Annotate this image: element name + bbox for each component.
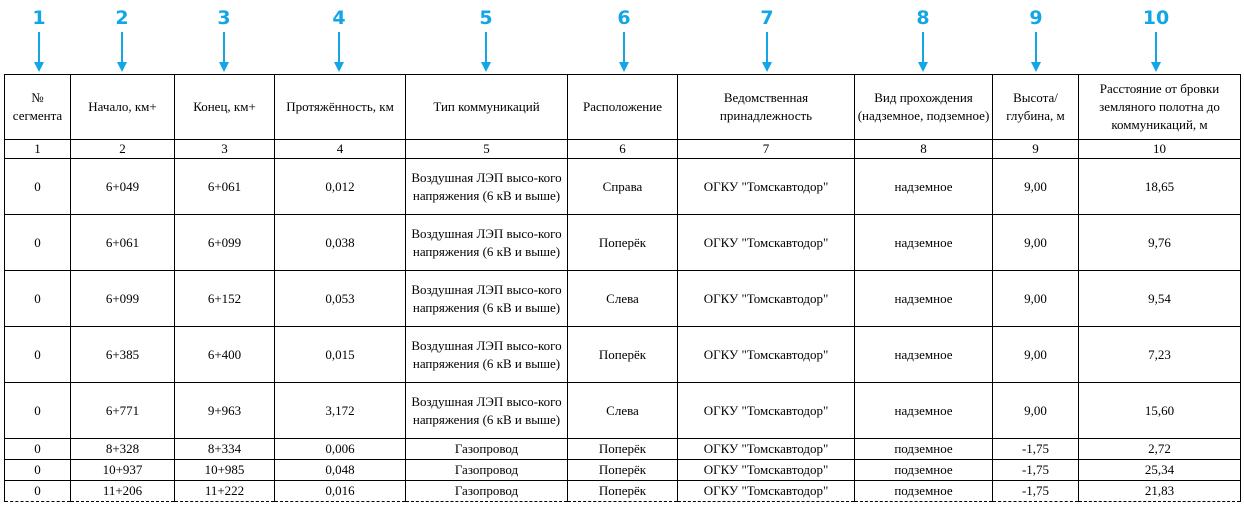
table-row: [5, 271, 1241, 327]
table-cell: 9,00: [993, 271, 1079, 327]
column-marker-number: 8: [916, 7, 930, 29]
table-cell: 6+061: [175, 159, 275, 215]
table-cell: Воздушная ЛЭП высо-кого напряжения (6 кВ и выше): [406, 215, 568, 271]
table-cell: 2,72: [1079, 439, 1241, 460]
table-row: [5, 383, 1241, 439]
table-cell: 21,83: [1079, 481, 1241, 502]
table-cell: 9,00: [993, 383, 1079, 439]
table-cell: 15,60: [1079, 383, 1241, 439]
table-cell: Поперёк: [568, 327, 678, 383]
column-number-cell: 10: [1079, 140, 1241, 159]
table-cell: Поперёк: [568, 481, 678, 502]
column-marker-number: 5: [479, 7, 493, 29]
table-cell: 9,00: [993, 159, 1079, 215]
column-marker-number: 4: [332, 7, 346, 29]
table-cell: подземное: [855, 481, 993, 502]
table-cell: Воздушная ЛЭП высо-кого напряжения (6 кВ и выше): [406, 383, 568, 439]
table-cell: 9,00: [993, 327, 1079, 383]
table-cell: ОГКУ "Томскавтодор": [678, 383, 855, 439]
table-cell: 11+222: [175, 481, 275, 502]
table-cell: Поперёк: [568, 439, 678, 460]
header-cell: Расстояние от бровки земляного полотна до коммуникаций, м: [1079, 75, 1241, 140]
table-cell: 0: [5, 439, 71, 460]
arrow-down-icon: [34, 32, 44, 72]
table-cell: Поперёк: [568, 460, 678, 481]
table-cell: 0: [5, 327, 71, 383]
table-cell: надземное: [855, 215, 993, 271]
header-cell: Протяжённость, км: [275, 75, 406, 140]
column-marker: [194, 6, 254, 72]
table-cell: 0,038: [275, 215, 406, 271]
arrow-down-icon: [117, 32, 127, 72]
table-cell: ОГКУ "Томскавтодор": [678, 327, 855, 383]
column-marker-number: 6: [617, 7, 631, 29]
table-row: [5, 327, 1241, 383]
column-marker: [309, 6, 369, 72]
table-cell: надземное: [855, 159, 993, 215]
header-row: [5, 75, 1241, 140]
table-cell: Газопровод: [406, 439, 568, 460]
table-cell: -1,75: [993, 460, 1079, 481]
column-number-cell: 4: [275, 140, 406, 159]
column-marker: [737, 6, 797, 72]
column-number-cell: 1: [5, 140, 71, 159]
column-number-cell: 5: [406, 140, 568, 159]
table-cell: надземное: [855, 327, 993, 383]
arrow-down-icon: [619, 32, 629, 72]
table-cell: 9+963: [175, 383, 275, 439]
table-cell: 0: [5, 215, 71, 271]
table-cell: Воздушная ЛЭП высо-кого напряжения (6 кВ и выше): [406, 327, 568, 383]
table-cell: Слева: [568, 271, 678, 327]
table-cell: 8+328: [71, 439, 175, 460]
table-cell: Воздушная ЛЭП высо-кого напряжения (6 кВ и выше): [406, 271, 568, 327]
table-cell: ОГКУ "Томскавтодор": [678, 481, 855, 502]
table-cell: подземное: [855, 439, 993, 460]
column-marker-number: 7: [760, 7, 774, 29]
header-cell: Ведомственная принадлежность: [678, 75, 855, 140]
table-cell: 0: [5, 383, 71, 439]
table-cell: 0: [5, 271, 71, 327]
table-cell: 0,048: [275, 460, 406, 481]
table-cell: подземное: [855, 460, 993, 481]
table-cell: 9,54: [1079, 271, 1241, 327]
header-cell: Тип коммуникаций: [406, 75, 568, 140]
arrow-down-icon: [481, 32, 491, 72]
table-cell: 10+937: [71, 460, 175, 481]
table-cell: 6+385: [71, 327, 175, 383]
column-marker: [1006, 6, 1066, 72]
column-number-cell: 8: [855, 140, 993, 159]
column-marker-number: 10: [1142, 7, 1170, 29]
table-cell: 0: [5, 481, 71, 502]
header-cell: Вид прохождения (надземное, подземное): [855, 75, 993, 140]
column-number-cell: 3: [175, 140, 275, 159]
table-cell: 18,65: [1079, 159, 1241, 215]
table-row: [5, 460, 1241, 481]
table-cell: Газопровод: [406, 460, 568, 481]
table-cell: ОГКУ "Томскавтодор": [678, 159, 855, 215]
table-cell: -1,75: [993, 481, 1079, 502]
table-cell: 10+985: [175, 460, 275, 481]
column-number-cell: 6: [568, 140, 678, 159]
table-cell: 6+099: [175, 215, 275, 271]
table-cell: ОГКУ "Томскавтодор": [678, 460, 855, 481]
communications-table: [4, 74, 1241, 502]
table-cell: -1,75: [993, 439, 1079, 460]
arrow-down-icon: [918, 32, 928, 72]
table-cell: 6+400: [175, 327, 275, 383]
table-row: [5, 439, 1241, 460]
table-cell: 6+049: [71, 159, 175, 215]
table-cell: Справа: [568, 159, 678, 215]
table-cell: 6+771: [71, 383, 175, 439]
column-number-cell: 9: [993, 140, 1079, 159]
table-cell: 6+061: [71, 215, 175, 271]
table-row: [5, 481, 1241, 502]
arrow-down-icon: [334, 32, 344, 72]
table-cell: 7,23: [1079, 327, 1241, 383]
arrow-down-icon: [762, 32, 772, 72]
column-marker: [594, 6, 654, 72]
table-cell: 6+152: [175, 271, 275, 327]
table-cell: 0: [5, 460, 71, 481]
table-cell: 0,053: [275, 271, 406, 327]
table-cell: ОГКУ "Томскавтодор": [678, 439, 855, 460]
column-number-cell: 7: [678, 140, 855, 159]
table-cell: 0: [5, 159, 71, 215]
column-number-cell: 2: [71, 140, 175, 159]
column-marker: [456, 6, 516, 72]
arrow-down-icon: [1151, 32, 1161, 72]
table-cell: 8+334: [175, 439, 275, 460]
table-cell: 25,34: [1079, 460, 1241, 481]
header-cell: Расположение: [568, 75, 678, 140]
column-marker: [1126, 6, 1186, 72]
table-cell: 0,015: [275, 327, 406, 383]
table-cell: 6+099: [71, 271, 175, 327]
table-cell: надземное: [855, 383, 993, 439]
column-marker-number: 1: [32, 7, 46, 29]
column-marker: [893, 6, 953, 72]
table-row: [5, 215, 1241, 271]
table-cell: Слева: [568, 383, 678, 439]
column-marker-number: 9: [1029, 7, 1043, 29]
table-cell: 11+206: [71, 481, 175, 502]
header-cell: Высота/ глубина, м: [993, 75, 1079, 140]
column-marker-number: 2: [115, 7, 129, 29]
header-cell: № сегмента: [5, 75, 71, 140]
table-cell: Поперёк: [568, 215, 678, 271]
table-cell: 0,012: [275, 159, 406, 215]
table-cell: Воздушная ЛЭП высо-кого напряжения (6 кВ и выше): [406, 159, 568, 215]
table-cell: надземное: [855, 271, 993, 327]
arrow-down-icon: [1031, 32, 1041, 72]
table-cell: 0,006: [275, 439, 406, 460]
column-number-row: [5, 140, 1241, 159]
column-markers: [0, 0, 1244, 74]
table-cell: 3,172: [275, 383, 406, 439]
table-cell: Газопровод: [406, 481, 568, 502]
column-marker: [9, 6, 69, 72]
table-cell: ОГКУ "Томскавтодор": [678, 271, 855, 327]
column-marker: [92, 6, 152, 72]
table-cell: 9,00: [993, 215, 1079, 271]
arrow-down-icon: [219, 32, 229, 72]
table-row: [5, 159, 1241, 215]
header-cell: Конец, км+: [175, 75, 275, 140]
column-marker-number: 3: [217, 7, 231, 29]
table-cell: 9,76: [1079, 215, 1241, 271]
table-cell: ОГКУ "Томскавтодор": [678, 215, 855, 271]
header-cell: Начало, км+: [71, 75, 175, 140]
table-cell: 0,016: [275, 481, 406, 502]
